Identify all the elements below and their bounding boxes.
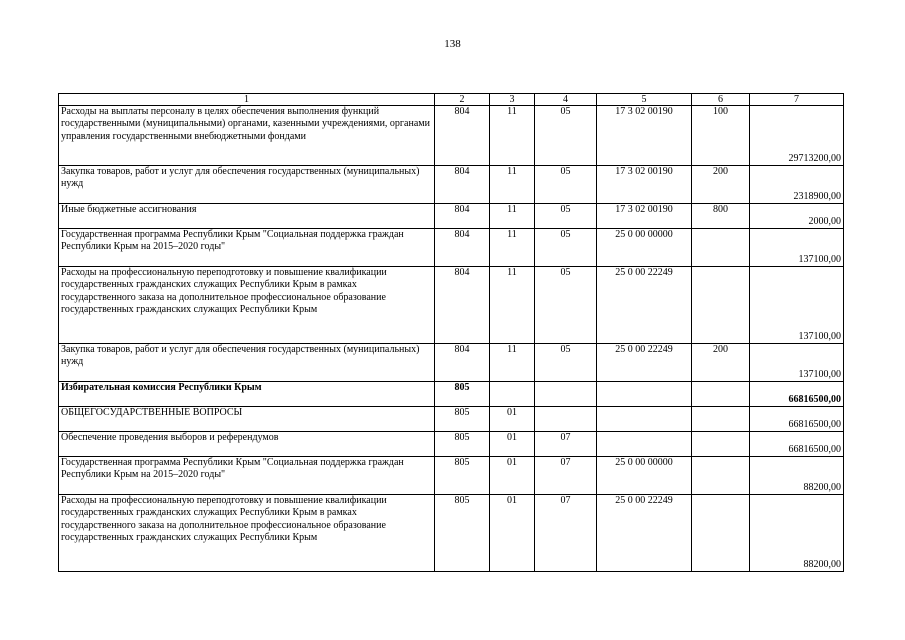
row-target-code <box>597 407 692 432</box>
row-ministry-code: 804 <box>435 106 490 166</box>
row-name: Обеспечение проведения выборов и референдумов <box>59 432 435 457</box>
row-ministry-code: 804 <box>435 229 490 267</box>
row-amount: 88200,00 <box>750 457 844 495</box>
row-expense-type-code: 100 <box>692 106 750 166</box>
row-subsection-code: 05 <box>535 204 597 229</box>
table-row <box>59 229 844 267</box>
row-amount: 137100,00 <box>750 344 844 382</box>
row-target-code: 17 3 02 00190 <box>597 166 692 204</box>
row-target-code <box>597 382 692 407</box>
row-section-code: 11 <box>490 204 535 229</box>
page-number: 138 <box>444 38 461 50</box>
row-subsection-code: 05 <box>535 344 597 382</box>
row-amount: 2000,00 <box>750 204 844 229</box>
row-section-code: 11 <box>490 106 535 166</box>
table-row <box>59 495 844 572</box>
row-target-code: 17 3 02 00190 <box>597 106 692 166</box>
row-section-code: 11 <box>490 229 535 267</box>
row-section-code: 01 <box>490 457 535 495</box>
row-section-code: 11 <box>490 344 535 382</box>
row-name: Расходы на профессиональную переподготовку и повышение квалификации государственных гражданских служащих Республики Крым в рамках государственного заказа на дополнительное профессиональное образование государственных гражданских служащих Республики Крым <box>59 495 435 572</box>
row-section-code: 01 <box>490 495 535 572</box>
row-expense-type-code <box>692 432 750 457</box>
row-amount: 137100,00 <box>750 267 844 344</box>
row-section-code: 11 <box>490 166 535 204</box>
row-target-code: 25 0 00 00000 <box>597 229 692 267</box>
row-amount: 66816500,00 <box>750 432 844 457</box>
row-ministry-code: 805 <box>435 382 490 407</box>
row-name: Избирательная комиссия Республики Крым <box>59 382 435 407</box>
row-expense-type-code <box>692 267 750 344</box>
row-target-code: 25 0 00 22249 <box>597 267 692 344</box>
row-target-code: 25 0 00 22249 <box>597 344 692 382</box>
row-name: Иные бюджетные ассигнования <box>59 204 435 229</box>
row-amount: 2318900,00 <box>750 166 844 204</box>
row-name: Государственная программа Республики Крым "Социальная поддержка граждан Республики Крым на 2015–2020 годы" <box>59 229 435 267</box>
row-expense-type-code: 800 <box>692 204 750 229</box>
row-name: ОБЩЕГОСУДАРСТВЕННЫЕ ВОПРОСЫ <box>59 407 435 432</box>
row-section-code: 11 <box>490 267 535 344</box>
row-amount: 66816500,00 <box>750 382 844 407</box>
row-subsection-code: 05 <box>535 106 597 166</box>
row-ministry-code: 805 <box>435 495 490 572</box>
table-row <box>59 407 844 432</box>
row-section-code <box>490 382 535 407</box>
table-row <box>59 457 844 495</box>
row-section-code: 01 <box>490 407 535 432</box>
column-header: 4 <box>535 94 597 106</box>
row-subsection-code: 05 <box>535 267 597 344</box>
row-ministry-code: 804 <box>435 204 490 229</box>
table-row <box>59 344 844 382</box>
table-row <box>59 204 844 229</box>
row-amount: 88200,00 <box>750 495 844 572</box>
column-header: 3 <box>490 94 535 106</box>
row-amount: 66816500,00 <box>750 407 844 432</box>
row-ministry-code: 804 <box>435 166 490 204</box>
row-name: Закупка товаров, работ и услуг для обеспечения государственных (муниципальных) нужд <box>59 166 435 204</box>
row-ministry-code: 804 <box>435 267 490 344</box>
table-row <box>59 432 844 457</box>
row-subsection-code: 05 <box>535 166 597 204</box>
row-ministry-code: 805 <box>435 432 490 457</box>
row-subsection-code: 07 <box>535 432 597 457</box>
row-amount: 137100,00 <box>750 229 844 267</box>
row-ministry-code: 805 <box>435 407 490 432</box>
row-expense-type-code <box>692 407 750 432</box>
row-ministry-code: 804 <box>435 344 490 382</box>
column-header: 2 <box>435 94 490 106</box>
table-row <box>59 382 844 407</box>
row-expense-type-code: 200 <box>692 344 750 382</box>
row-amount: 29713200,00 <box>750 106 844 166</box>
row-name: Закупка товаров, работ и услуг для обеспечения государственных (муниципальных) нужд <box>59 344 435 382</box>
table-row <box>59 166 844 204</box>
row-target-code: 17 3 02 00190 <box>597 204 692 229</box>
column-header: 6 <box>692 94 750 106</box>
column-header: 1 <box>59 94 435 106</box>
table-row <box>59 106 844 166</box>
column-header: 5 <box>597 94 692 106</box>
row-expense-type-code <box>692 229 750 267</box>
row-subsection-code: 05 <box>535 229 597 267</box>
row-name: Расходы на выплаты персоналу в целях обеспечения выполнения функций государственными (муниципальными) органами, казенными учреждениями, органами управления государственными внебюджетными фондами <box>59 106 435 166</box>
row-expense-type-code <box>692 382 750 407</box>
column-header: 7 <box>750 94 844 106</box>
table-row <box>59 267 844 344</box>
row-expense-type-code <box>692 495 750 572</box>
budget-table <box>58 93 844 572</box>
row-target-code: 25 0 00 00000 <box>597 457 692 495</box>
row-name: Государственная программа Республики Крым "Социальная поддержка граждан Республики Крым на 2015–2020 годы" <box>59 457 435 495</box>
row-subsection-code: 07 <box>535 457 597 495</box>
row-expense-type-code <box>692 457 750 495</box>
row-target-code <box>597 432 692 457</box>
row-subsection-code: 07 <box>535 495 597 572</box>
row-target-code: 25 0 00 22249 <box>597 495 692 572</box>
row-subsection-code <box>535 382 597 407</box>
row-ministry-code: 805 <box>435 457 490 495</box>
row-name: Расходы на профессиональную переподготовку и повышение квалификации государственных гражданских служащих Республики Крым в рамках государственного заказа на дополнительное профессиональное образование государственных гражданских служащих Республики Крым <box>59 267 435 344</box>
header-row <box>59 94 844 106</box>
row-section-code: 01 <box>490 432 535 457</box>
row-subsection-code <box>535 407 597 432</box>
row-expense-type-code: 200 <box>692 166 750 204</box>
